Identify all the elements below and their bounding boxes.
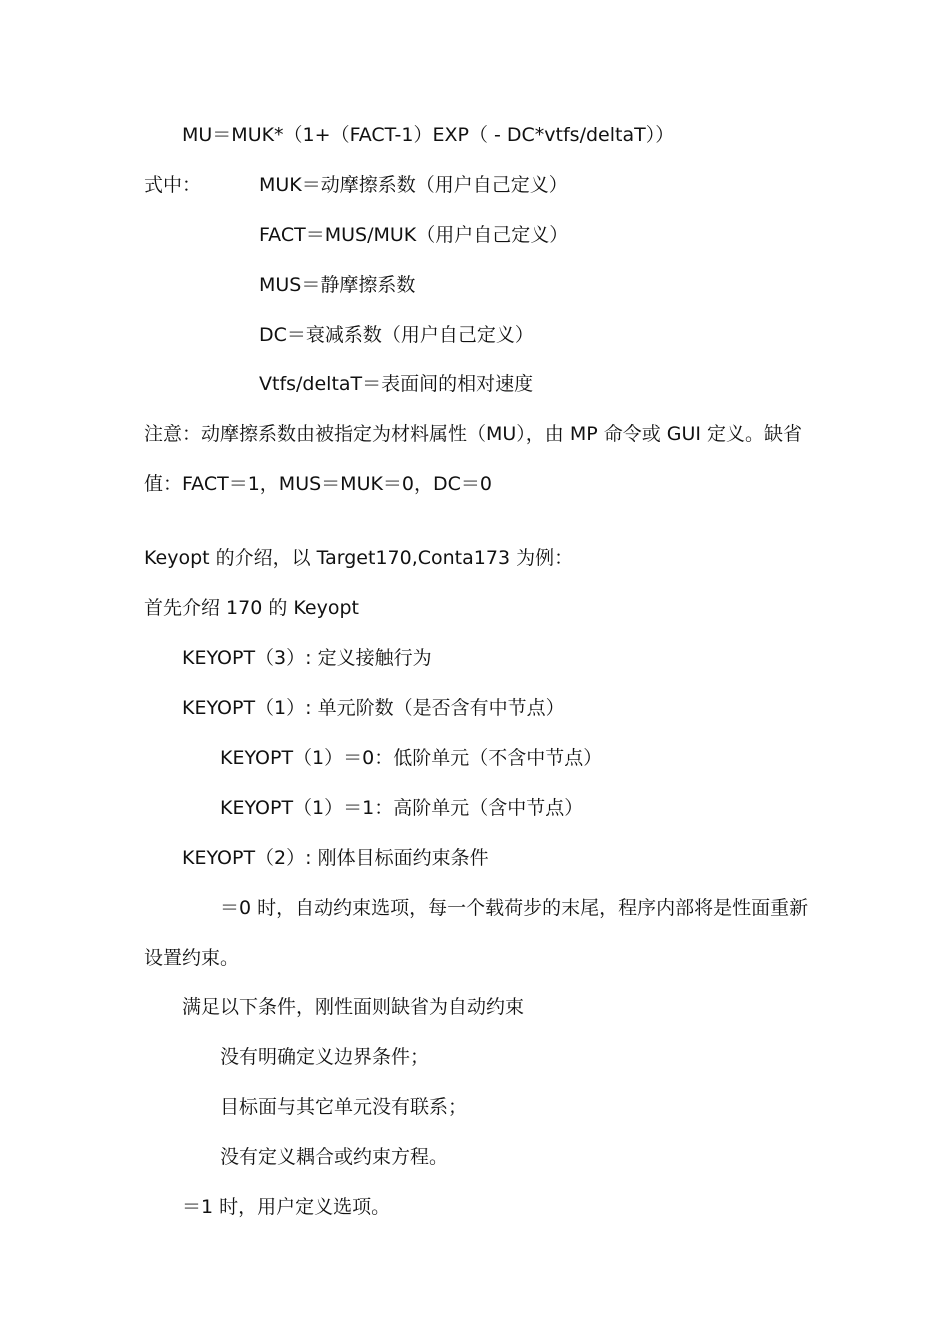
keyopt-1-value-1: KEYOPT（1）＝1：高阶单元（含中节点）	[220, 797, 584, 819]
option-0-line-1: ＝0 时，自动约束选项，每一个载荷步的末尾，程序内部将是性面重新	[220, 897, 809, 919]
option-0-line-2: 设置约束。	[144, 947, 240, 969]
definition-vtfs: Vtfs/deltaT＝表面间的相对速度	[259, 373, 534, 395]
conditions-intro: 满足以下条件，刚性面则缺省为自动约束	[182, 996, 525, 1018]
note-line-2: 值：FACT＝1，MUS＝MUK＝0，DC＝0	[144, 473, 493, 495]
option-1: ＝1 时，用户定义选项。	[182, 1196, 391, 1218]
condition-item: 目标面与其它单元没有联系；	[220, 1096, 468, 1118]
friction-formula: MU＝MUK*（1+（FACT-1）EXP（ - DC*vtfs/deltaT））	[182, 124, 675, 146]
keyopt-2: KEYOPT（2）: 刚体目标面约束条件	[182, 847, 489, 869]
intro-170: 首先介绍 170 的 Keyopt	[144, 597, 359, 619]
definition-muk: MUK＝动摩擦系数（用户自己定义）	[259, 174, 568, 196]
keyopt-intro: Keyopt 的介绍，以 Target170,Conta173 为例：	[144, 547, 574, 569]
definition-mus: MUS＝静摩擦系数	[259, 274, 416, 296]
definition-dc: DC＝衰减系数（用户自己定义）	[259, 324, 534, 346]
keyopt-1: KEYOPT（1）: 单元阶数（是否含有中节点）	[182, 697, 565, 719]
where-label: 式中：	[144, 174, 202, 196]
note-line-1: 注意：动摩擦系数由被指定为材料属性（MU），由 MP 命令或 GUI 定义。缺省	[144, 423, 803, 445]
keyopt-3: KEYOPT（3）: 定义接触行为	[182, 647, 432, 669]
condition-item: 没有定义耦合或约束方程。	[220, 1146, 449, 1168]
condition-item: 没有明确定义边界条件；	[220, 1046, 430, 1068]
definition-fact: FACT＝MUS/MUK（用户自己定义）	[259, 224, 569, 246]
keyopt-1-value-0: KEYOPT（1）＝0：低阶单元（不含中节点）	[220, 747, 603, 769]
